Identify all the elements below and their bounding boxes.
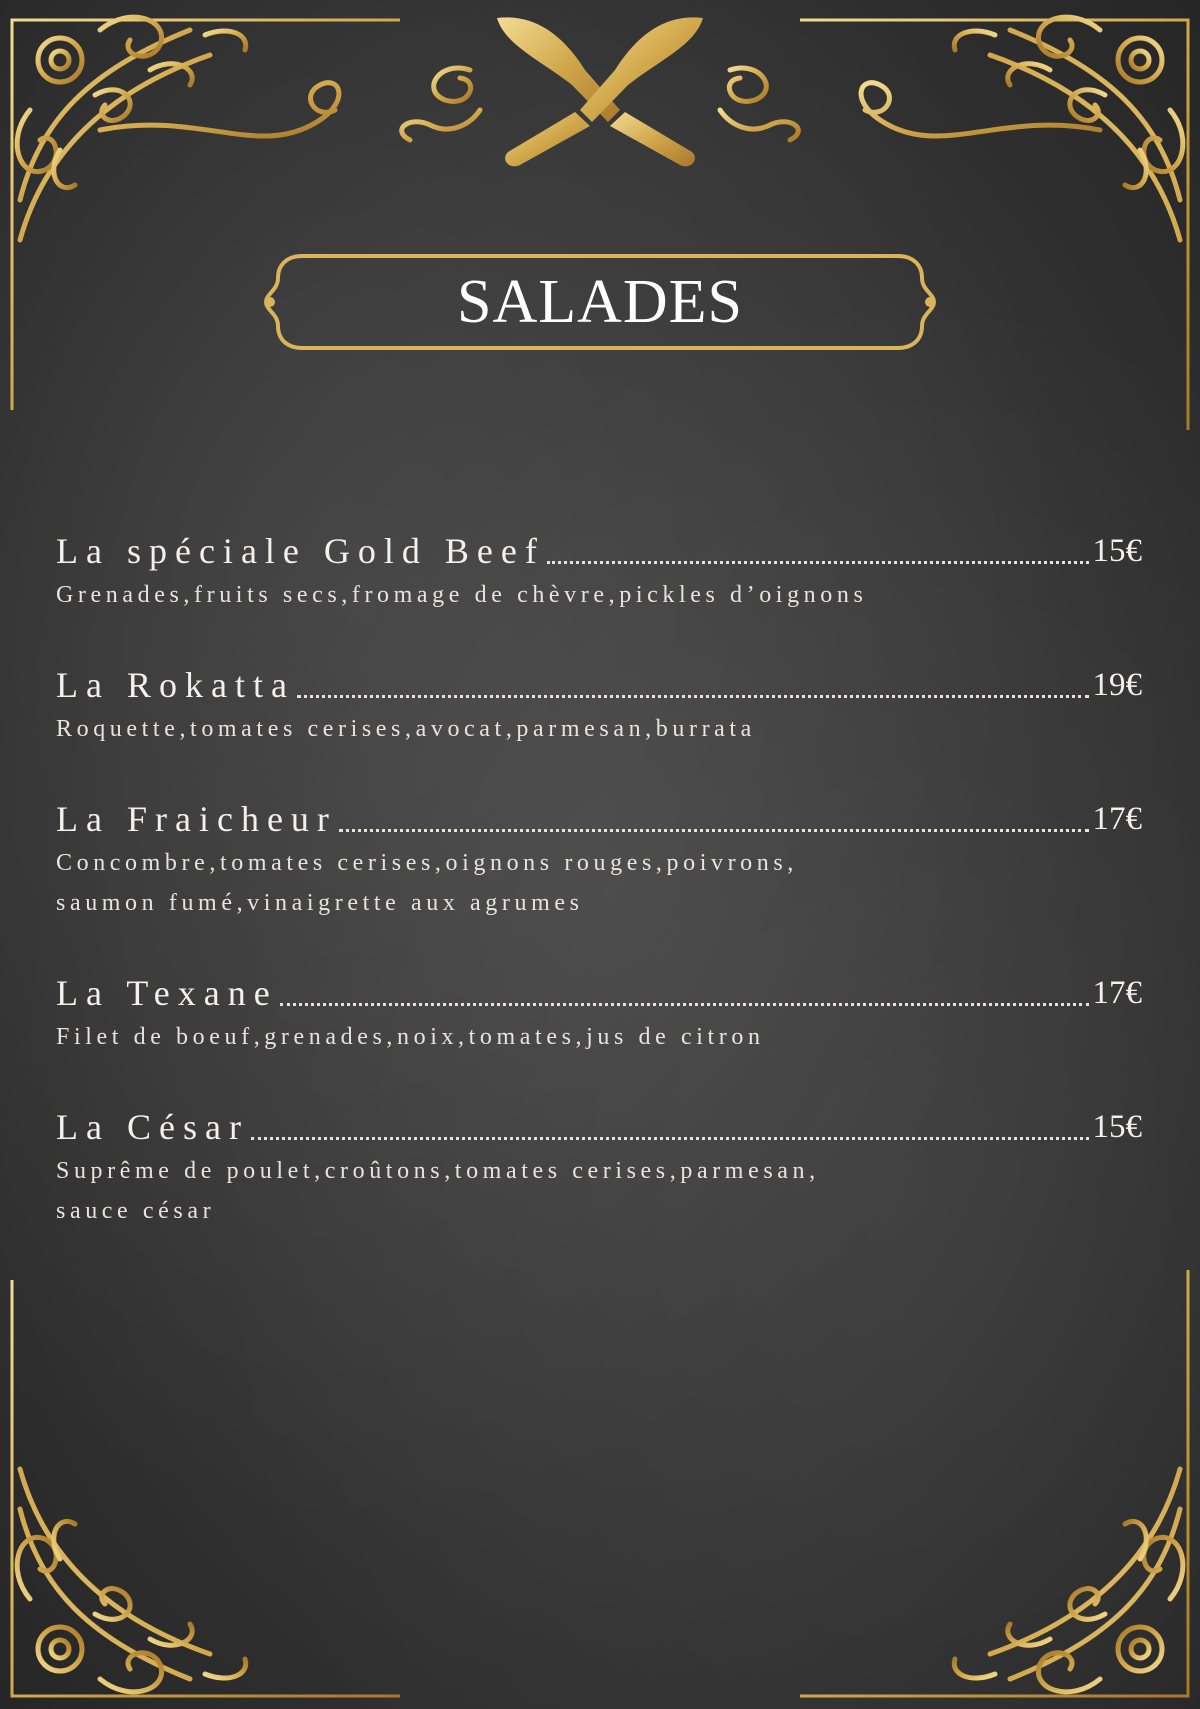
description-line: Filet de boeuf,grenades,noix,tomates,jus de citron <box>56 1024 765 1050</box>
description-line: Concombre,tomates cerises,oignons rouges,poivrons, <box>56 850 798 876</box>
menu-item-name: La spéciale Gold Beef <box>56 531 545 571</box>
menu-item-description <box>56 1151 1086 1231</box>
menu-item-description <box>56 843 1086 923</box>
ornamental-corner-icon <box>17 1469 246 1692</box>
menu-item-price: 17€ <box>1092 801 1142 837</box>
dot-leader <box>547 561 1089 564</box>
menu-item-row <box>56 967 1142 1015</box>
menu-list <box>56 525 1142 1275</box>
menu-item-name: La César <box>56 1107 249 1147</box>
menu-item-price: 17€ <box>1092 975 1142 1011</box>
menu-item-row <box>56 793 1142 841</box>
menu-item <box>56 1101 1142 1231</box>
menu-item-name: La Rokatta <box>56 665 295 705</box>
dot-leader <box>280 1003 1089 1006</box>
menu-item-row <box>56 659 1142 707</box>
menu-item-row <box>56 1101 1142 1149</box>
menu-item-price: 19€ <box>1092 667 1142 703</box>
description-line: Suprême de poulet,croûtons,tomates cerises,parmesan, <box>56 1158 820 1184</box>
menu-item-description <box>56 575 1086 615</box>
description-line: Roquette,tomates cerises,avocat,parmesan,burrata <box>56 716 756 742</box>
menu-item-name: La Fraicheur <box>56 799 337 839</box>
crossed-knives-icon <box>497 17 703 166</box>
ornamental-corner-icon <box>954 1469 1183 1692</box>
dot-leader <box>297 695 1089 698</box>
menu-item-price: 15€ <box>1092 1109 1142 1145</box>
menu-item <box>56 659 1142 749</box>
menu-item <box>56 525 1142 615</box>
description-line: Grenades,fruits secs,fromage de chèvre,pickles d’oignons <box>56 582 868 608</box>
description-line: saumon fumé,vinaigrette aux agrumes <box>56 890 584 916</box>
menu-item <box>56 967 1142 1057</box>
dot-leader <box>251 1137 1089 1140</box>
menu-item-price: 15€ <box>1092 533 1142 569</box>
dot-leader <box>339 829 1089 832</box>
menu-item-name: La Texane <box>56 973 278 1013</box>
description-line: sauce césar <box>56 1198 216 1224</box>
page-title: SALADES <box>456 268 744 336</box>
menu-item <box>56 793 1142 923</box>
menu-item-description <box>56 1017 1086 1057</box>
menu-item-description <box>56 709 1086 749</box>
menu-item-row <box>56 525 1142 573</box>
